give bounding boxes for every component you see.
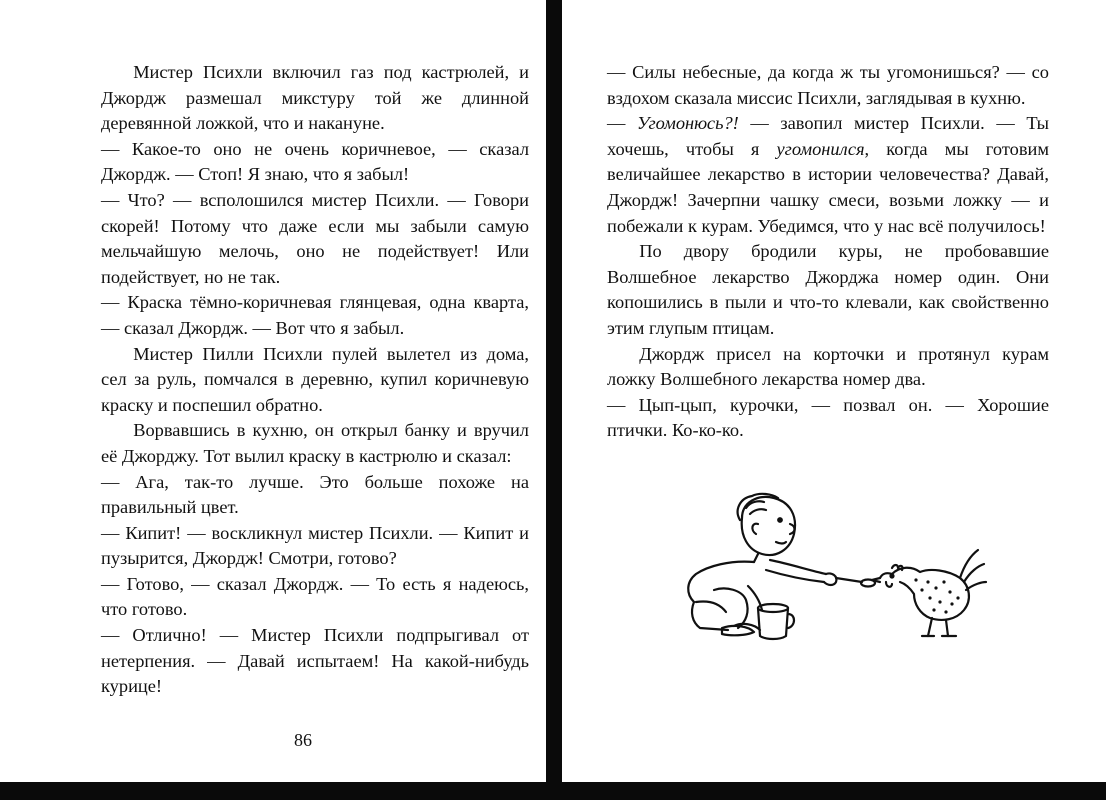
italic-text: угомонился [776,138,865,159]
paragraph: Мистер Психли включил газ под кастрюлей, и Джордж размешал микстуру той же длинной деревянной ложкой, что и накануне. [101,62,529,134]
paragraph: — Готово, — сказал Джордж. — То есть я надеюсь, что готово. [101,573,529,620]
paragraph [607,60,1049,111]
text-segment: — Силы небесные, да когда ж ты угомонишься? — со вздохом сказала миссис Психли, заглядывая в кухню. [607,62,1049,108]
george-feeding-chicken-illustration [630,490,1030,650]
scan-bottom-edge [0,782,1106,800]
paragraph: — Краска тёмно-коричневая глянцевая, одна кварта, — сказал Джордж. — Вот что я забыл. [101,292,529,338]
right-page [562,0,1106,782]
text-segment: — [607,113,637,134]
left-page [0,0,546,782]
boy-figure [688,494,875,635]
paragraph [607,393,1049,444]
page-number: 86 [294,730,312,750]
text-segment: — завопил мистер Психли. — Ты хочешь, чтобы я [607,113,1049,159]
paragraph: — Что? — всполошился мистер Психли. — Говори скорей! Потому что даже если мы забыли самую мельчайшую мелочь, оно не подействует! Или подействует, но не так. [101,189,529,287]
paragraph [607,342,1049,393]
paragraph: — Отлично! — Мистер Психли подпрыгивал от нетерпения. — Давай испытаем! На какой-нибудь курице! [101,625,529,697]
paragraph: — Кипит! — воскликнул мистер Психли. — Кипит и пузырится, Джордж! Смотри, готово? [101,522,529,569]
paragraph: Ворвавшись в кухню, он открыл банку и вручил её Джорджу. Тот вылил краску в кастрюлю и сказал: [101,420,529,466]
text-segment: — Цып-цып, курочки, — позвал он. — Хорошие птички. Ко-ко-ко. [607,394,1049,441]
right-page-text [607,60,1049,444]
paragraph: — Какое-то оно не очень коричневое, — сказал Джордж. — Стоп! Я знаю, что я забыл! [101,138,529,185]
paragraph [607,111,1049,239]
text-segment: , когда мы готовим величайшее лекарство в истории человечества? Давай, Джордж! Зачерпни чашку смеси, возьми ложку — и побежали к курам. Убедимся, что у нас всё получилось! [607,138,1049,236]
paragraph [607,239,1049,341]
chicken-figure [872,550,986,636]
italic-text: Угомонюсь?! [637,113,739,134]
text-segment: Джордж присел на корточки и протянул курам ложку Волшебного лекарства номер два. [607,343,1049,390]
paragraph: — Ага, так-то лучше. Это больше похоже на правильный цвет. [101,471,529,518]
cup [758,604,794,639]
book-gutter [546,0,562,800]
left-page-text [101,60,529,700]
paragraph: Мистер Пилли Психли пулей вылетел из дома, сел за руль, помчался в деревню, купил коричневую краску и поспешил обратно. [101,343,529,415]
text-segment: По двору бродили куры, не пробовавшие Волшебное лекарство Джорджа номер один. Они копошились в пыли и что-то клевали, как свойственно этим глупым птицам. [607,241,1049,338]
